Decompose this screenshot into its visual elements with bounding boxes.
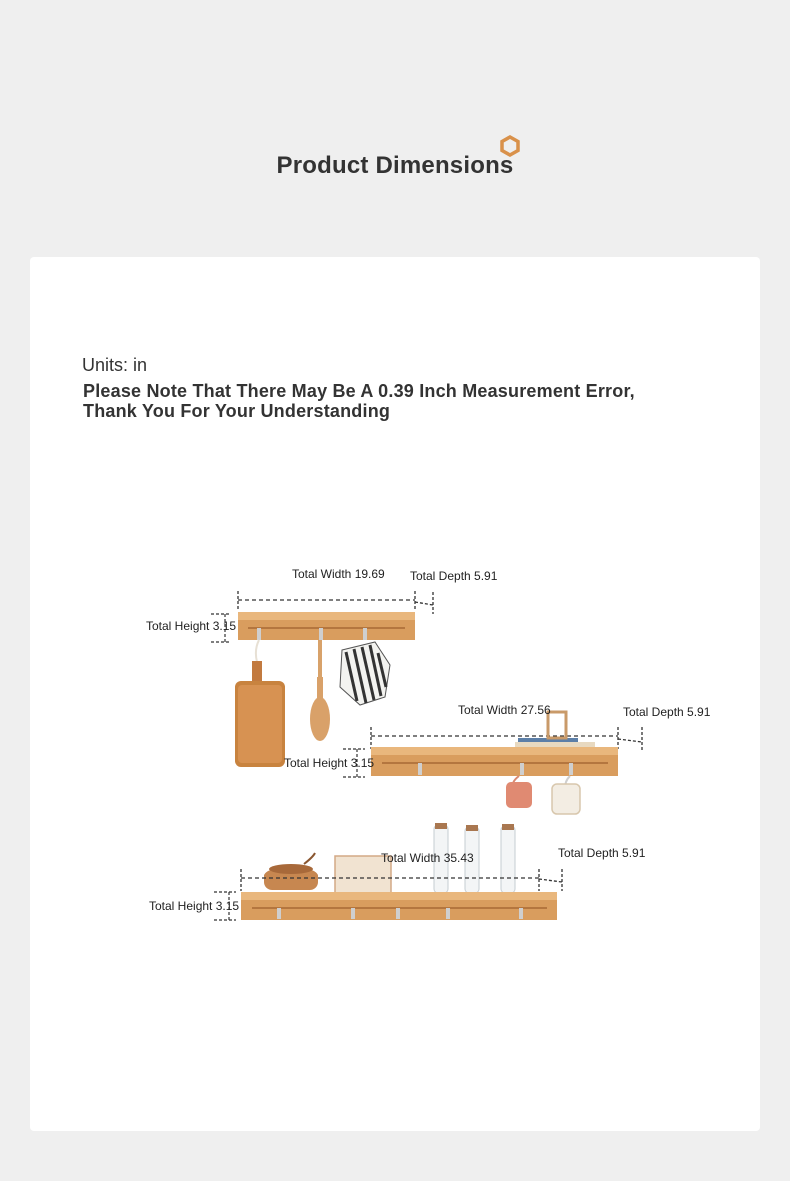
shelf-small-height-label: Total Height 3.15 — [146, 619, 237, 633]
shelf-large-width-label: Total Width 35.43 — [381, 851, 474, 865]
note-line-1: Please Note That There May Be A 0.39 Inch Measurement Error, — [83, 381, 635, 401]
shelf-medium — [284, 703, 711, 814]
shelf-small-depth-label: Total Depth 5.91 — [410, 569, 498, 583]
shelf-large — [149, 823, 646, 920]
page-header — [0, 130, 790, 190]
shelf-large-height-label: Total Height 3.15 — [149, 899, 240, 913]
note-line-2: Thank You For Your Understanding — [83, 401, 391, 421]
units-label: Units: in — [82, 355, 148, 375]
shelf-small — [146, 567, 498, 767]
dimensions-card — [30, 257, 760, 1131]
shelves-illustration — [30, 257, 760, 1131]
shelf-medium-width-label: Total Width 27.56 — [458, 703, 551, 717]
shelf-small-width-label: Total Width 19.69 — [292, 567, 385, 581]
shelf-large-depth-label: Total Depth 5.91 — [558, 846, 646, 860]
shelf-medium-depth-label: Total Depth 5.91 — [623, 705, 711, 719]
shelf-medium-height-label: Total Height 3.15 — [284, 756, 375, 770]
page-title: Product Dimensions — [276, 152, 514, 179]
